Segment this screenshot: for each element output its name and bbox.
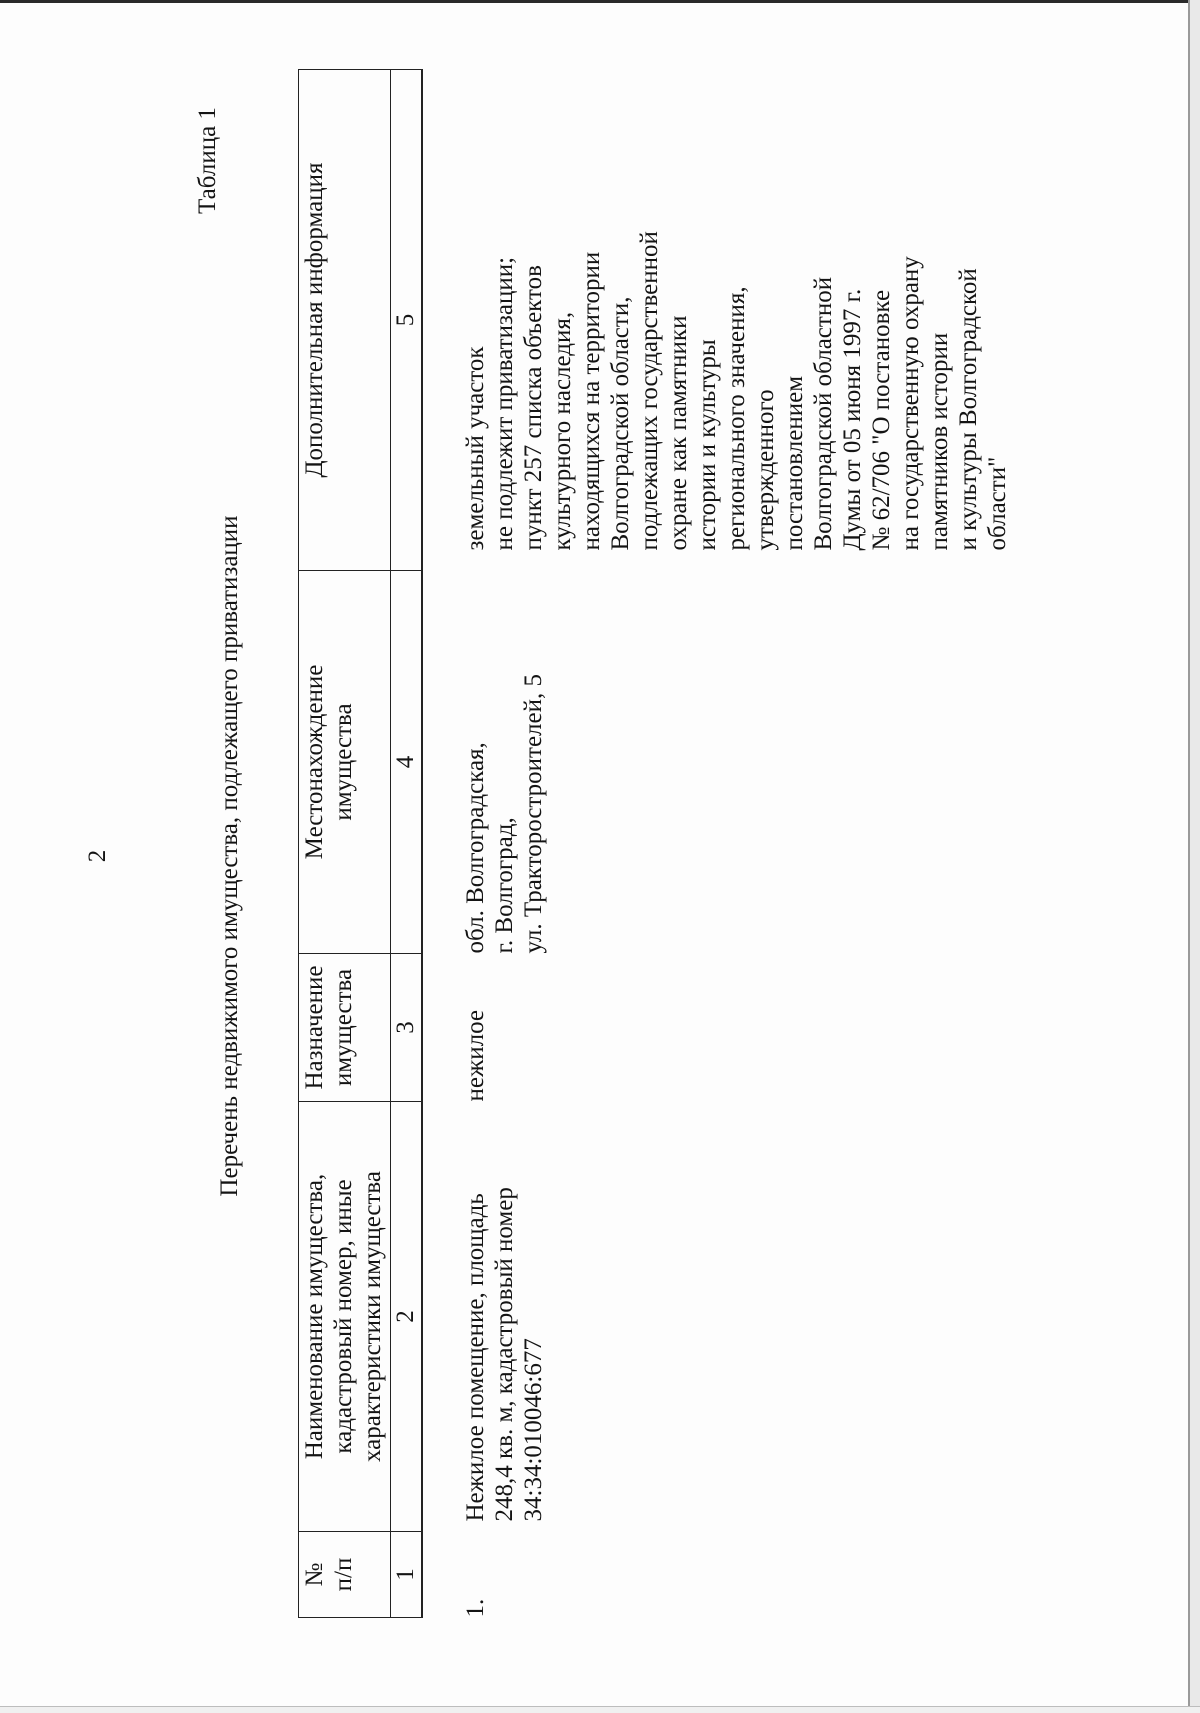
document-title: Перечень недвижимого имущества, подлежащего приватизации bbox=[216, 515, 243, 1197]
table-row bbox=[461, 70, 1012, 1618]
header-number: № п/п bbox=[299, 1532, 391, 1618]
header-info: Дополнительная информация bbox=[299, 70, 391, 571]
rotated-document-page bbox=[15, 11, 1185, 1701]
property-table bbox=[298, 69, 1012, 1618]
property-additional-info: земельный участок не подлежит приватизации; пункт 257 списка объектов культурного наследия, находящихся на территории Волгоградской области, подлежащих государственной охране как памятники истории и культуры регионального значения, утвержденного постановлением Волгоградской областной Думы от 05 июня 1997 г. № 62/706 "О постановке на государственную охрану памятников истории и культуры Волгоградской области" bbox=[462, 231, 1011, 551]
column-number: 4 bbox=[391, 571, 423, 954]
column-number: 2 bbox=[391, 1102, 423, 1532]
scan-bottom-edge bbox=[0, 1706, 1200, 1713]
column-number: 5 bbox=[391, 70, 423, 571]
scan-top-edge bbox=[0, 0, 1200, 3]
row-number: 1. bbox=[462, 1598, 489, 1618]
table-header-row bbox=[299, 70, 391, 1618]
page-number: 2 bbox=[84, 849, 111, 863]
column-number-row bbox=[391, 70, 423, 1618]
column-number: 1 bbox=[391, 1532, 423, 1618]
scan-right-edge bbox=[1188, 0, 1200, 1713]
header-location: Местонахождение имущества bbox=[299, 571, 391, 954]
property-purpose: нежилое bbox=[462, 1009, 489, 1102]
column-number: 3 bbox=[391, 954, 423, 1102]
table-label: Таблица 1 bbox=[194, 107, 221, 214]
header-name: Наименование имущества, кадастровый номер, иные характеристики имущества bbox=[299, 1102, 391, 1532]
property-name: Нежилое помещение, площадь 248,4 кв. м, кадастровый номер 34:34:010046:677 bbox=[462, 1187, 547, 1522]
header-purpose: Назначение имущества bbox=[299, 954, 391, 1102]
property-location: обл. Волгоградская, г. Волгоград, ул. Тракторостроителей, 5 bbox=[462, 673, 547, 954]
